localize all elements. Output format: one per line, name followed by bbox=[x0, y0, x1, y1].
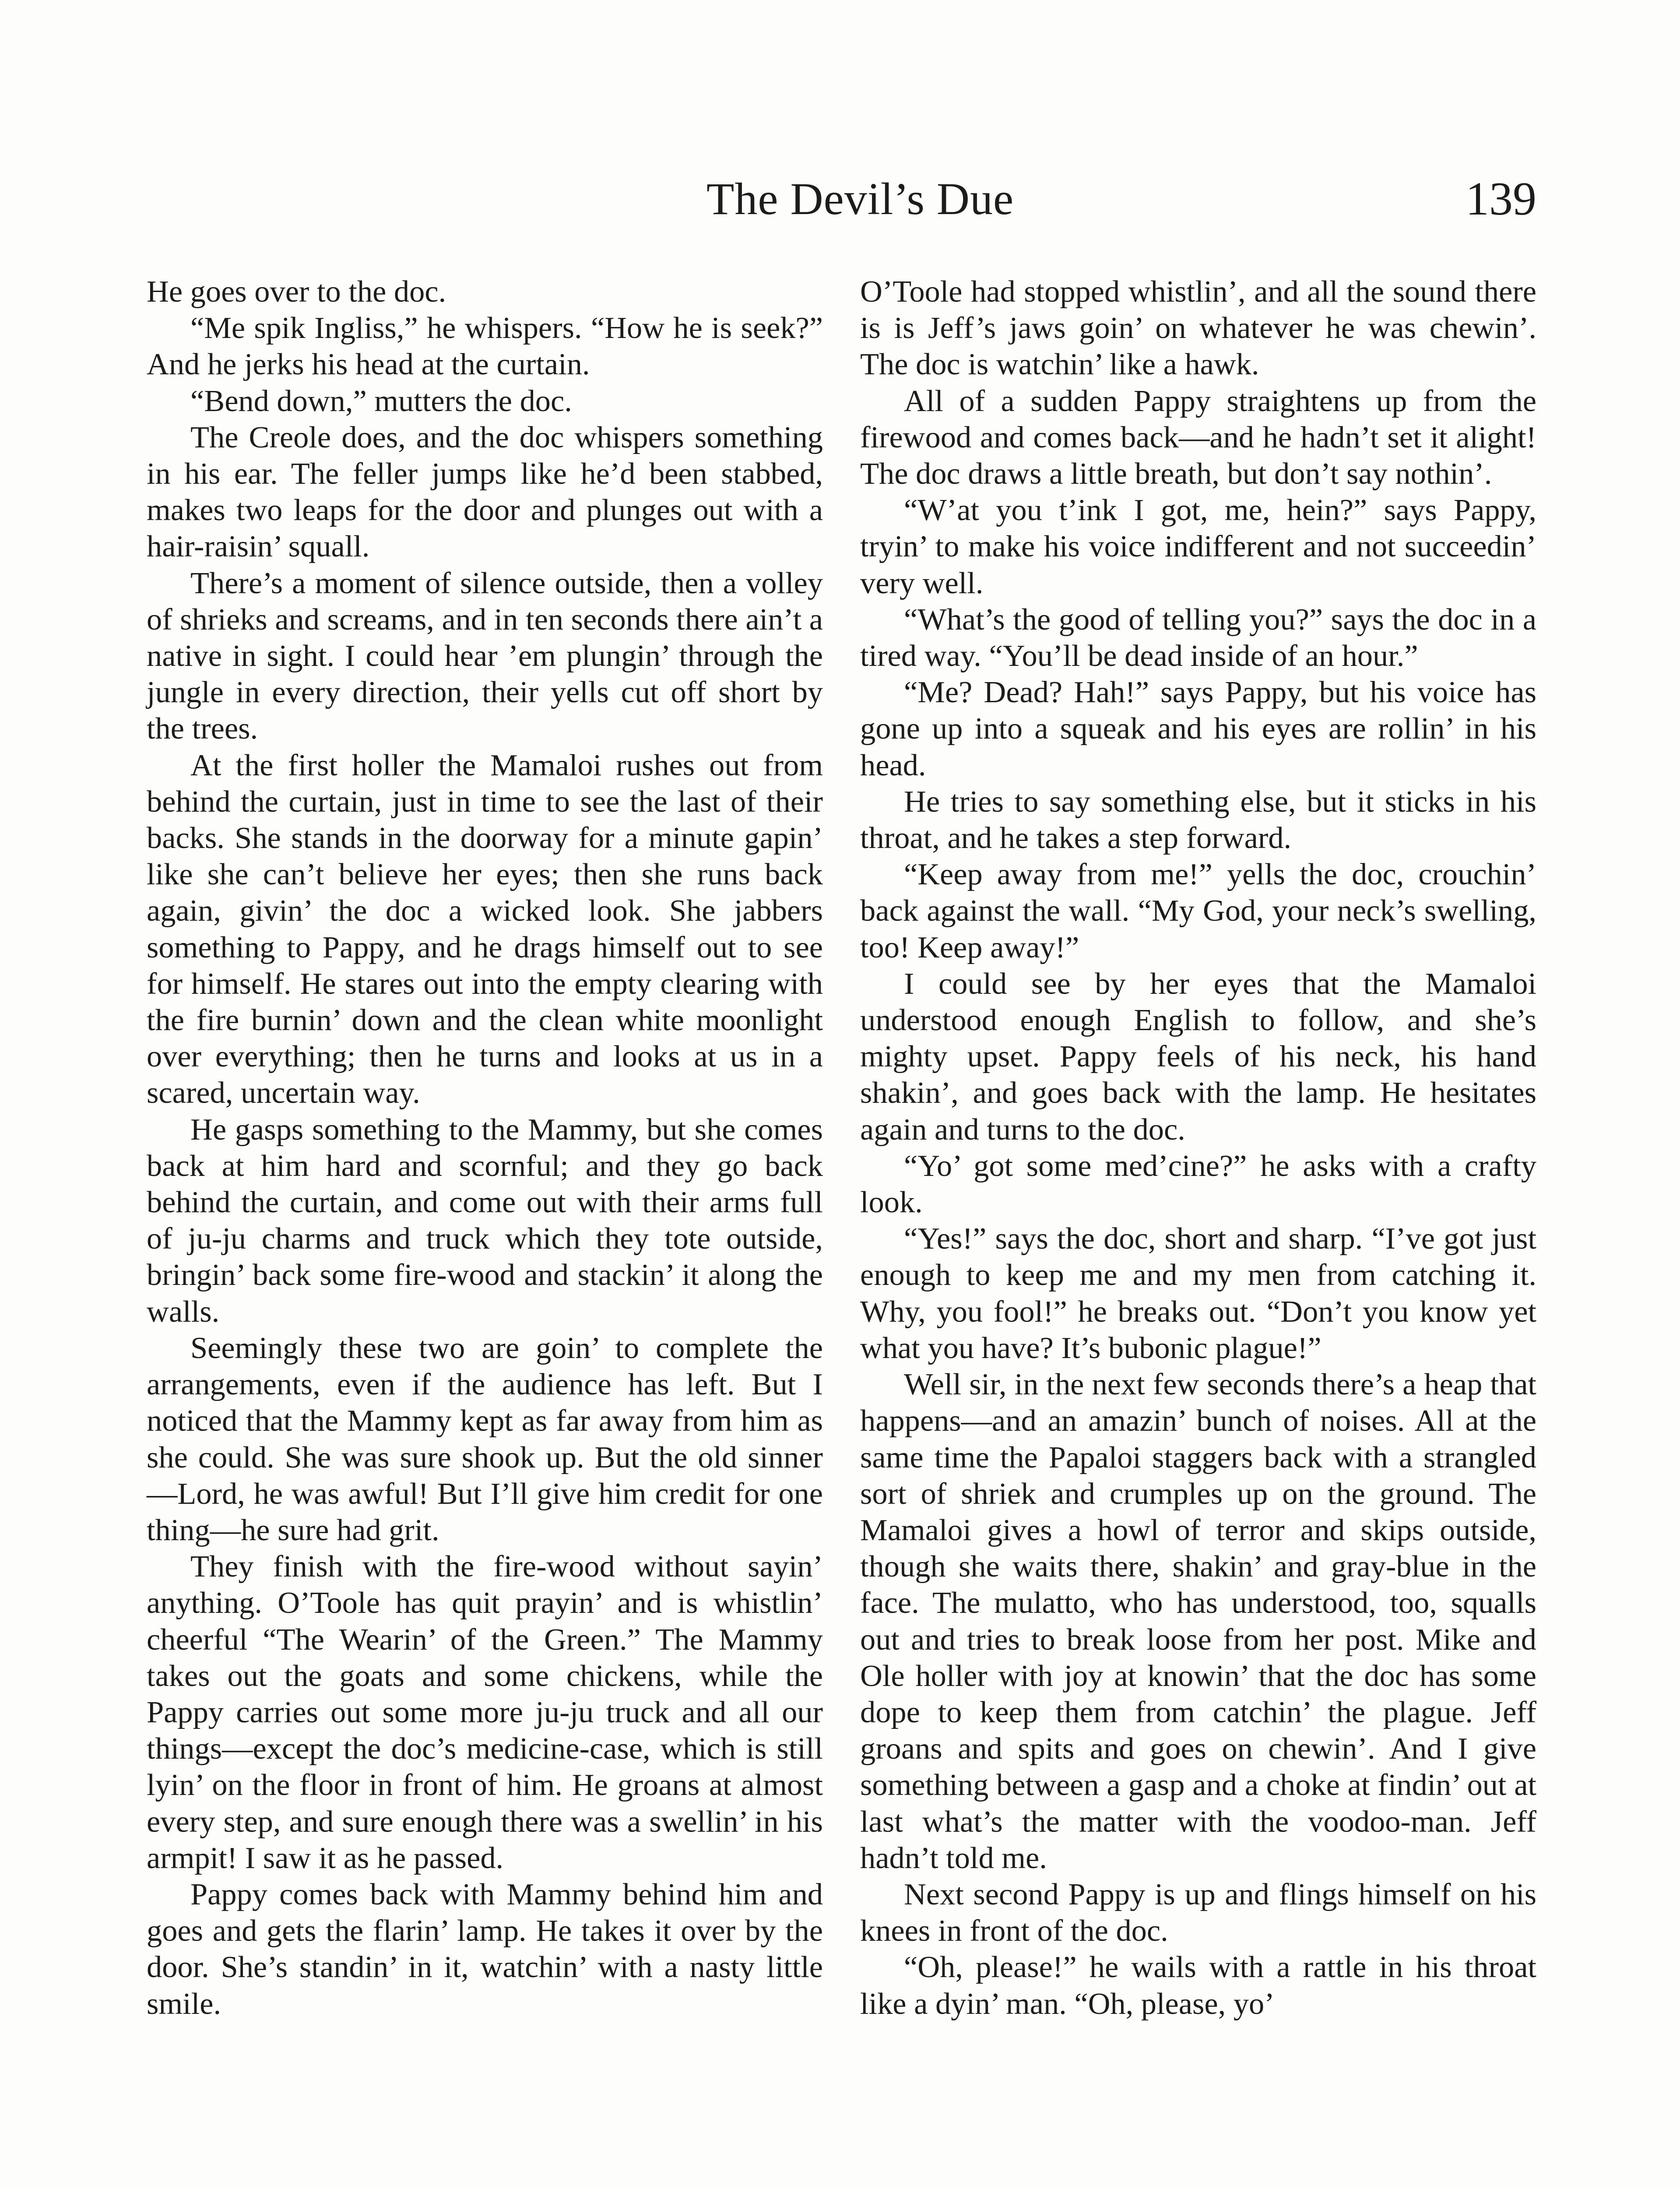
paragraph: I could see by her eyes that the Mamaloi understood enough English to follow, and she’s mighty upset. Pappy feels of his neck, his hand shakin’, and goes back with the lamp. He hesitates again and turns to the doc. bbox=[860, 966, 1536, 1147]
paragraph: “Me spik Ingliss,” he whispers. “How he is seek?” And he jerks his head at the curtain. bbox=[147, 311, 823, 382]
paragraph: “Oh, please!” he wails with a rattle in his throat like a dyin’ man. “Oh, please, yo’ bbox=[860, 1950, 1536, 2021]
running-head bbox=[184, 169, 1536, 230]
paragraph: “Keep away from me!” yells the doc, crouchin’ back against the wall. “My God, your neck’s swelling, too! Keep away!” bbox=[860, 857, 1536, 964]
paragraph: He gasps something to the Mammy, but she comes back at him hard and scornful; and they go back behind the curtain, and come out with their arms full of ju-ju charms and truck which they tote outside, bringin’ back some fire-wood and stackin’ it along the walls. bbox=[147, 1112, 823, 1329]
paragraph: All of a sudden Pappy straightens up from the firewood and comes back—and he hadn’t set it alight! The doc draws a little breath, but don’t say nothin’. bbox=[860, 384, 1536, 491]
paragraph: Seemingly these two are goin’ to complete the arrangements, even if the audience has left. But I noticed that the Mammy kept as far away from him as she could. She was sure shook up. But the old sinner—Lord, he was awful! But I’ll give him credit for one thing—he sure had grit. bbox=[147, 1330, 823, 1547]
paragraph: “Me? Dead? Hah!” says Pappy, but his voice has gone up into a squeak and his eyes are rollin’ in his head. bbox=[860, 675, 1536, 782]
paragraph: At the first holler the Mamaloi rushes out from behind the curtain, just in time to see the last of their backs. She stands in the doorway for a minute gapin’ like she can’t believe her eyes; then she runs back again, givin’ the doc a wicked look. She jabbers something to Pappy, and he drags himself out to see for himself. He stares out into the empty clearing with the fire burnin’ down and the clean white moonlight over everything; then he turns and looks at us in a scared, uncertain way. bbox=[147, 748, 823, 1110]
page-title: The Devil’s Due bbox=[706, 174, 1014, 224]
right-column bbox=[860, 274, 1536, 2022]
paragraph: He tries to say something else, but it sticks in his throat, and he takes a step forward. bbox=[860, 784, 1536, 855]
paragraph: Next second Pappy is up and flings himself on his knees in front of the doc. bbox=[860, 1877, 1536, 1948]
paragraph: “W’at you t’ink I got, me, hein?” says Pappy, tryin’ to make his voice indifferent and not succeedin’ very well. bbox=[860, 493, 1536, 600]
paragraph: “What’s the good of telling you?” says the doc in a tired way. “You’ll be dead inside of an hour.” bbox=[860, 602, 1536, 673]
paragraph: “Bend down,” mutters the doc. bbox=[190, 384, 572, 418]
paragraph: Pappy comes back with Mammy behind him and goes and gets the flarin’ lamp. He takes it over by the door. She’s standin’ in it, watchin’ with a nasty little smile. bbox=[147, 1877, 823, 2021]
page-number: 139 bbox=[1466, 173, 1536, 225]
paragraph: Well sir, in the next few seconds there’s a heap that happens—and an amazin’ bunch of noises. All at the same time the Papaloi staggers back with a strangled sort of shriek and crumples up on the ground. The Mamaloi gives a howl of terror and skips outside, though she waits there, shakin’ and gray-blue in the face. The mulatto, who has understood, too, squalls out and tries to break loose from her post. Mike and Ole holler with joy at knowin’ that the doc has some dope to keep them from catchin’ the plague. Jeff groans and spits and goes on chewin’. And I give something between a gasp and a choke at findin’ out at last what’s the matter with the voodoo-man. Jeff hadn’t told me. bbox=[860, 1367, 1536, 1875]
paragraph: “Yo’ got some med’cine?” he asks with a crafty look. bbox=[860, 1148, 1536, 1220]
paragraph: The Creole does, and the doc whispers something in his ear. The feller jumps like he’d been stabbed, makes two leaps for the door and plunges out with a hair-raisin’ squall. bbox=[147, 420, 823, 564]
paragraph: He goes over to the doc. bbox=[147, 275, 446, 309]
paragraph: There’s a moment of silence outside, then a volley of shrieks and screams, and in ten seconds there ain’t a native in sight. I could hear ’em plungin’ through the jungle in every direction, their yells cut off short by the trees. bbox=[147, 566, 823, 746]
paragraph: “Yes!” says the doc, short and sharp. “I’ve got just enough to keep me and my men from catching it. Why, you fool!” he breaks out. “Don’t you know yet what you have? It’s bubonic plague!” bbox=[860, 1221, 1536, 1365]
paragraph: They finish with the fire-wood without sayin’ anything. O’Toole has quit prayin’ and is whistlin’ cheerful “The Wearin’ of the Green.” The Mammy takes out the goats and some chickens, while the Pappy carries out some more ju-ju truck and all our things—except the doc’s medicine-case, which is still lyin’ on the floor in front of him. He groans at almost every step, and sure enough there was a swellin’ in his armpit! I saw it as he passed. bbox=[147, 1549, 823, 1875]
paragraph: O’Toole had stopped whistlin’, and all the sound there is is Jeff’s jaws goin’ on whatever he was chewin’. The doc is watchin’ like a hawk. bbox=[860, 275, 1536, 382]
left-column bbox=[147, 274, 823, 2022]
